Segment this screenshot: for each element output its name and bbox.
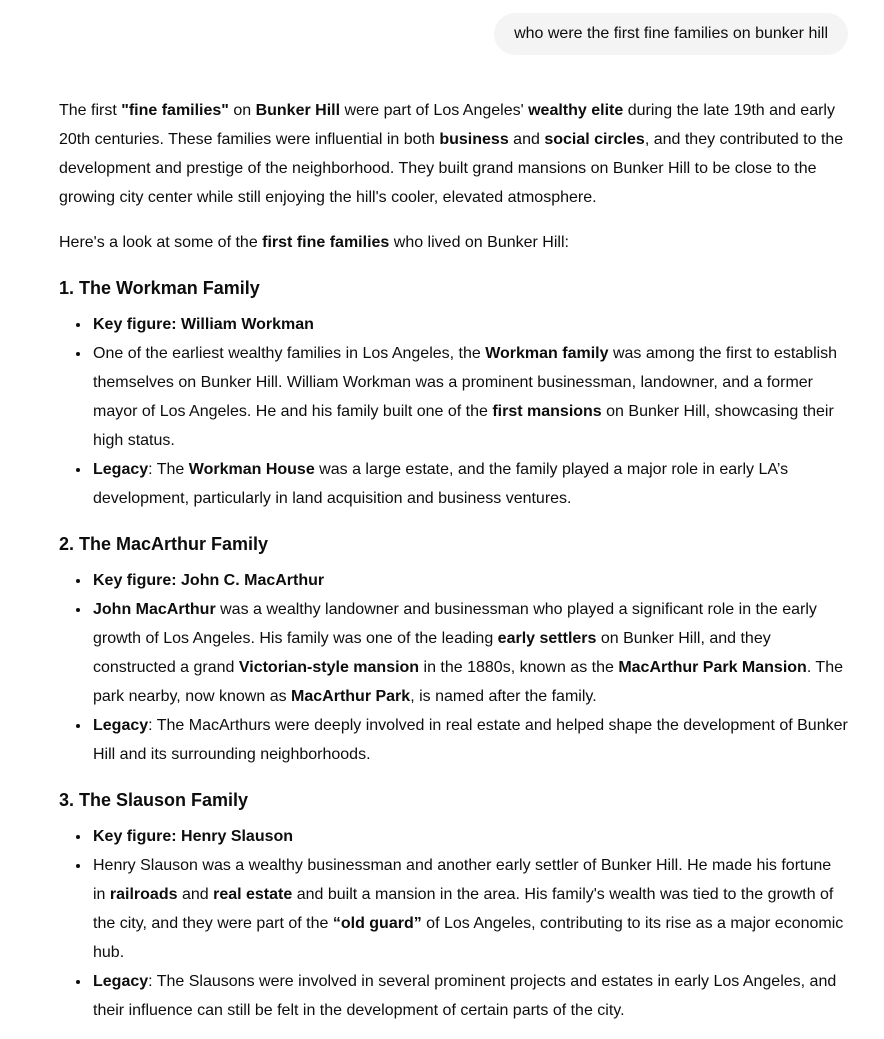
workman-list [59, 310, 848, 513]
macarthur-list [59, 566, 848, 769]
list-item-macarthur-description: • John MacArthur was a wealthy landowner and businessman who played a significant role in the early growth of Los Angeles. His family was one of the leading early settlers on Bunker Hill, and they constructed a grand Victorian-style mansion in the 1880s, known as the MacArthur Park Mansion. The park nearby, now known as MacArthur Park, is named after the family. [91, 595, 848, 711]
user-message-bubble: who were the first fine families on bunker hill [494, 13, 848, 55]
list-item-macarthur-key-figure: • Key figure: John C. MacArthur [91, 566, 848, 595]
assistant-response [59, 96, 848, 1025]
list-item-workman-key-figure: • Key figure: William Workman [91, 310, 848, 339]
list-item-macarthur-legacy: • Legacy: The MacArthurs were deeply involved in real estate and helped shape the development of Bunker Hill and its surrounding neighborhoods. [91, 711, 848, 769]
list-item-workman-description: • One of the earliest wealthy families in Los Angeles, the Workman family was among the first to establish themselves on Bunker Hill. William Workman was a prominent businessman, landowner, and a former mayor of Los Angeles. He and his family built one of the first mansions on Bunker Hill, showcasing their high status. [91, 339, 848, 455]
lead-paragraph: Here's a look at some of the first fine families who lived on Bunker Hill: [59, 234, 569, 251]
intro-paragraph: The first "fine families" on Bunker Hill were part of Los Angeles' wealthy elite during the late 19th and early 20th centuries. These families were influential in both business and social circles, and they contributed to the development and prestige of the neighborhood. They built grand mansions on Bunker Hill to be close to the growing city center while still enjoying the hill's cooler, elevated atmosphere. [59, 102, 844, 206]
section-heading-workman: 1. The Workman Family [59, 278, 260, 298]
user-message-row [59, 0, 848, 55]
list-item-workman-legacy: • Legacy: The Workman House was a large estate, and the family played a major role in early LA’s development, particularly in land acquisition and business ventures. [91, 455, 848, 513]
section-heading-macarthur: 2. The MacArthur Family [59, 534, 269, 554]
slauson-list [59, 822, 848, 1025]
conversation-content [59, 0, 848, 1025]
list-item-slauson-description: • Henry Slauson was a wealthy businessman and another early settler of Bunker Hill. He made his fortune in railroads and real estate and built a mansion in the area. His family's wealth was tied to the growth of the city, and they were part of the “old guard” of Los Angeles, contributing to its rise as a major economic hub. [91, 851, 848, 967]
section-heading-slauson: 3. The Slauson Family [59, 790, 249, 810]
list-item-slauson-legacy: • Legacy: The Slausons were involved in several prominent projects and estates in early Los Angeles, and their influence can still be felt in the development of certain parts of the city. [91, 967, 848, 1025]
list-item-slauson-key-figure: • Key figure: Henry Slauson [91, 822, 848, 851]
